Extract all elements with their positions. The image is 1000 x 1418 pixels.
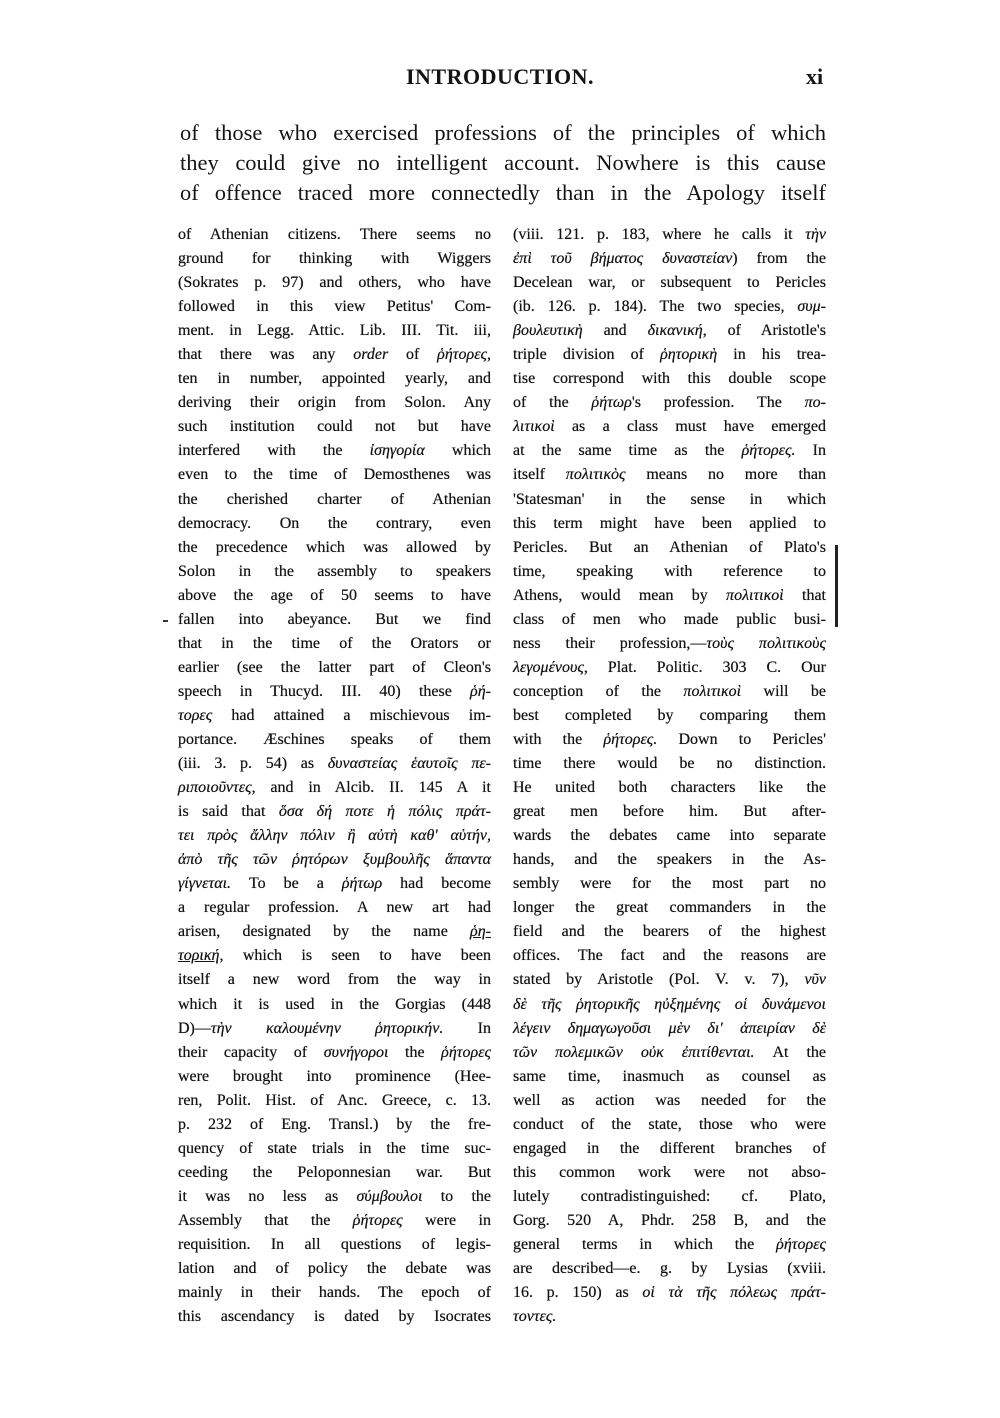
text-line (513, 920, 826, 944)
greek-italic-segment: τοντες. (513, 1308, 557, 1326)
text-line (513, 1185, 826, 1209)
text-segment: is said that (178, 803, 279, 821)
greek-italic-segment: γίγνεται. (178, 875, 232, 893)
margin-mark (163, 620, 168, 622)
greek-italic-segment: ῥήτορες (437, 346, 487, 364)
text-line (513, 1305, 826, 1329)
text-line (513, 1161, 826, 1185)
text-line (178, 1137, 491, 1161)
text-line (513, 439, 826, 463)
text-segment: above the age of 50 seems to have (178, 586, 491, 604)
text-segment: Athens, would mean by (513, 586, 727, 604)
text-segment: itself a new word from the way in (178, 971, 491, 989)
greek-italic-segment: ῥητορικὴ (660, 346, 718, 364)
text-segment: interfered with the (178, 442, 370, 460)
text-line (513, 1281, 826, 1305)
text-segment: time, speaking with reference to (513, 562, 826, 580)
text-segment: , Plat. Politic. 303 C. Our (583, 658, 826, 676)
text-segment: means no more than (625, 466, 827, 484)
text-segment: conception of the (513, 682, 684, 700)
text-line (513, 752, 826, 776)
text-segment: ment. in Legg. Attic. Lib. III. Tit. iii, (178, 322, 491, 340)
text-segment: In (443, 1019, 492, 1037)
text-line (178, 656, 491, 680)
greek-italic-segment: δυναστείας ἑαυτοῖς πε- (327, 755, 491, 773)
text-segment: this term might have been applied to (513, 514, 826, 532)
text-line: of offence traced more connectedly than in the Apology itself (180, 180, 826, 205)
text-line (513, 1137, 826, 1161)
text-segment: (ib. 126. p. 184). The two species, (513, 298, 798, 316)
greek-italic-segment: δικανική (647, 322, 703, 340)
text-segment: time there would be no distinction. (513, 755, 826, 773)
text-line (513, 367, 826, 391)
text-line (178, 824, 491, 848)
text-line (513, 1041, 826, 1065)
text-segment: Down to Pericles' (657, 730, 826, 748)
text-line (178, 463, 491, 487)
text-segment: earlier (see the latter part of Cleon's (178, 658, 491, 676)
text-line (178, 391, 491, 415)
text-line (178, 295, 491, 319)
text-segment: general terms in which the (513, 1235, 777, 1253)
text-segment: lation and of policy the debate was (178, 1260, 491, 1278)
text-segment: 's profession. The (631, 394, 805, 412)
text-segment: requisition. In all questions of legis- (178, 1235, 491, 1253)
text-line (178, 1209, 491, 1233)
text-line (178, 223, 491, 247)
greek-italic-segment: τὴν καλουμένην ῥητορικήν. (210, 1019, 444, 1037)
text-segment: ground for thinking with Wiggers (178, 250, 491, 268)
text-line (513, 247, 826, 271)
text-line (178, 776, 491, 800)
text-line (513, 848, 826, 872)
text-segment: tise correspond with this double scope (513, 370, 826, 388)
footnote-column-right (513, 223, 826, 1329)
text-segment: this common work were not abso- (513, 1163, 826, 1181)
text-segment: followed in this view Petitus' Com- (178, 298, 491, 316)
text-segment: arisen, designated by the name (178, 923, 471, 941)
text-line (178, 1065, 491, 1089)
text-line (513, 776, 826, 800)
greek-italic-segment: ριποιοῦντες (178, 779, 252, 797)
text-segment: wards the debates came into separate (513, 827, 826, 845)
text-line (178, 271, 491, 295)
text-line (513, 1113, 826, 1137)
text-segment: D)— (178, 1019, 211, 1037)
text-segment: triple division of (513, 346, 661, 364)
text-segment: engaged in the different branches of (513, 1139, 826, 1157)
greek-italic-segment: ἀπὸ τῆς τῶν ῥητόρων ξυμβουλῆς ἅπαντα (178, 851, 491, 869)
text-line (513, 1017, 826, 1041)
text-line (178, 536, 491, 560)
text-line (178, 343, 491, 367)
text-line (513, 271, 826, 295)
greek-italic-segment: order (353, 346, 389, 364)
text-line (178, 1017, 491, 1041)
text-line (513, 560, 826, 584)
running-header (0, 64, 1000, 96)
greek-italic-segment: λιτικοὶ (513, 418, 555, 436)
text-line (178, 584, 491, 608)
text-line (513, 1209, 826, 1233)
text-segment: quency of state trials in the time suc- (178, 1139, 491, 1157)
text-line (178, 367, 491, 391)
text-line (178, 1113, 491, 1137)
text-line (513, 536, 826, 560)
greek-italic-segment: συνήγοροι (323, 1043, 389, 1061)
text-line (178, 1305, 491, 1329)
text-segment: ren, Polit. Hist. of Anc. Greece, c. 13. (178, 1091, 491, 1109)
text-segment: lutely contradistinguished: cf. Plato, (513, 1187, 826, 1205)
greek-italic-segment: τει πρὸς ἄλλην πόλιν ἢ αὐτὴ καθ' αὑτήν, (178, 827, 491, 845)
text-line (513, 896, 826, 920)
greek-italic-segment: ῥήτορες (441, 1043, 491, 1061)
greek-italic-segment: τὴν (805, 226, 826, 243)
text-line: of those who exercised professions of the principles of which (180, 120, 826, 145)
greek-italic-segment: πολιτικοὶ (726, 586, 784, 604)
text-line (513, 656, 826, 680)
text-segment: sembly were for the most part no (513, 875, 826, 893)
text-line (513, 512, 826, 536)
text-line (513, 704, 826, 728)
greek-italic-segment: ῥήτορες. (741, 442, 796, 460)
text-line (178, 920, 491, 944)
greek-italic-segment: οἱ τὰ τῆς πόλεως πράτ- (642, 1284, 826, 1302)
text-line (178, 488, 491, 512)
text-segment: had become (382, 875, 491, 893)
greek-italic-segment: συμ- (797, 298, 826, 316)
text-segment: , of Aristotle's (702, 322, 826, 340)
greek-italic-segment: ῥήτορες (352, 1211, 403, 1229)
text-line (178, 800, 491, 824)
greek-italic-segment: πολιτικοὶ (683, 682, 742, 700)
text-segment: fallen into abeyance. But we find (178, 610, 491, 628)
greek-italic-segment: ῥή- (470, 682, 491, 700)
text-line (178, 319, 491, 343)
text-line (513, 1065, 826, 1089)
text-line (178, 680, 491, 704)
greek-italic-segment: πολιτικὸς (565, 466, 626, 484)
text-segment: a regular profession. A new art had (178, 899, 491, 917)
text-segment: portance. Æschines speaks of them (178, 730, 491, 748)
underlined-segment: ῥη- (470, 923, 491, 941)
text-segment: Assembly that the (178, 1211, 353, 1229)
text-line (178, 1089, 491, 1113)
greek-italic-segment: ἰσηγορία (369, 442, 425, 460)
text-line (513, 728, 826, 752)
text-segment: that (783, 586, 826, 604)
greek-italic-segment: ῥήτορες. (603, 730, 658, 748)
underlined-segment: τορική (178, 947, 220, 965)
text-line (178, 968, 491, 992)
text-line (178, 439, 491, 463)
text-line (178, 1185, 491, 1209)
greek-italic-segment: βουλευτικὴ (513, 322, 583, 340)
text-line (178, 1161, 491, 1185)
text-segment: stated by Aristotle (Pol. V. v. 7), (513, 971, 805, 989)
text-segment: Solon in the assembly to speakers (178, 562, 491, 580)
text-segment: At the (754, 1043, 826, 1061)
text-segment: that in the time of the Orators or (178, 634, 491, 652)
text-segment: same time, inasmuch as counsel as (513, 1067, 826, 1085)
text-line (513, 463, 826, 487)
text-segment: such institution could not but have (178, 418, 491, 436)
text-segment: (viii. 121. p. 183, where he calls it (513, 226, 806, 243)
text-segment: class of men who made public busi- (513, 610, 826, 628)
text-line (513, 800, 826, 824)
text-line (178, 415, 491, 439)
text-segment: In (795, 442, 827, 460)
greek-italic-segment: τῶν πολεμικῶν οὐκ ἐπιτίθενται. (513, 1043, 755, 1061)
text-line (178, 752, 491, 776)
text-line (513, 680, 826, 704)
text-segment: best completed by comparing them (513, 706, 826, 724)
text-segment: , which is seen to have been (219, 947, 491, 965)
margin-bar-mark (835, 545, 838, 627)
text-segment: field and the bearers of the highest (513, 923, 826, 941)
text-segment: the (388, 1043, 442, 1061)
text-line (178, 872, 491, 896)
text-segment: great men before him. But after- (513, 803, 826, 821)
text-segment: 'Statesman' in the sense in which (513, 490, 826, 508)
greek-italic-segment: ῥήτωρ (341, 875, 383, 893)
greek-italic-segment: δὲ τῆς ῥητορικῆς ηὐξημένης οἱ δυνάμενοι (513, 995, 826, 1013)
text-line (513, 968, 826, 992)
text-line (178, 247, 491, 271)
text-segment: Decelean war, or subsequent to Pericles (513, 274, 826, 292)
greek-italic-segment: τορες (178, 706, 213, 724)
text-segment: ten in number, appointed yearly, and (178, 370, 491, 388)
text-line (513, 295, 826, 319)
text-line: they could give no intelligent account. Nowhere is this cause (180, 150, 826, 175)
text-line (513, 824, 826, 848)
text-segment: of (388, 346, 438, 364)
running-title: INTRODUCTION. (405, 64, 595, 89)
text-line (513, 223, 826, 247)
text-line (513, 608, 826, 632)
text-segment: speech in Thucyd. III. 40) these (178, 682, 471, 700)
text-segment: To be a (231, 875, 342, 893)
text-segment: conduct of the state, those who were (513, 1115, 826, 1133)
text-segment: it was no less as (178, 1187, 357, 1205)
greek-italic-segment: ὅσα δή ποτε ἡ πόλις πράτ- (278, 803, 491, 821)
text-segment: (Sokrates p. 97) and others, who have (178, 274, 491, 292)
text-line (178, 1233, 491, 1257)
text-line (178, 704, 491, 728)
text-segment: at the same time as the (513, 442, 742, 460)
text-line (513, 1089, 826, 1113)
text-segment: deriving their origin from Solon. Any (178, 394, 491, 412)
text-line (513, 1257, 826, 1281)
text-segment: mainly in their hands. The epoch of (178, 1284, 491, 1302)
text-segment: will be (741, 682, 826, 700)
text-segment: ) from the (732, 250, 826, 268)
text-segment: had attained a mischievous im- (212, 706, 491, 724)
text-line (178, 728, 491, 752)
text-segment: longer the great commanders in the (513, 899, 826, 917)
text-segment: democracy. On the contrary, even (178, 514, 491, 532)
text-line (513, 1233, 826, 1257)
text-line (513, 584, 826, 608)
text-segment: were brought into prominence (Hee- (178, 1067, 491, 1085)
text-segment: this ascendancy is dated by Isocrates (178, 1308, 491, 1326)
text-segment: ceeding the Peloponnesian war. But (178, 1163, 491, 1181)
text-segment: to the (422, 1187, 491, 1205)
text-line (513, 632, 826, 656)
text-line (178, 944, 491, 968)
text-segment: the cherished charter of Athenian (178, 490, 491, 508)
text-line (178, 1041, 491, 1065)
greek-italic-segment: πο- (804, 394, 826, 412)
text-segment: , (487, 346, 491, 364)
text-segment: as a class must have emerged (554, 418, 826, 436)
text-line (178, 560, 491, 584)
text-line (178, 608, 491, 632)
text-segment: offices. The fact and the reasons are (513, 947, 826, 965)
text-segment: (iii. 3. p. 54) as (178, 755, 328, 773)
greek-italic-segment: ῥήτωρ (591, 394, 632, 412)
greek-italic-segment: ἐπὶ τοῦ βήματος δυναστείαν (513, 250, 733, 268)
text-segment: 16. p. 150) as (513, 1284, 643, 1302)
text-line (513, 319, 826, 343)
text-line (513, 391, 826, 415)
text-segment: itself (513, 466, 566, 484)
text-segment: that there was any (178, 346, 354, 364)
text-line (178, 896, 491, 920)
text-segment: of the (513, 394, 592, 412)
text-segment: hands, and the speakers in the As- (513, 851, 826, 869)
text-segment: ness their profession,— (513, 634, 707, 652)
text-segment: in his trea- (717, 346, 827, 364)
body-text-full-width (180, 118, 826, 208)
text-line (513, 993, 826, 1017)
greek-italic-segment: λέγειν δημαγωγοῦσι μὲν δι' ἀπειρίαν δὲ (513, 1019, 826, 1037)
page-number: xi (806, 64, 824, 89)
text-line (513, 872, 826, 896)
text-line (178, 993, 491, 1017)
text-segment: and (582, 322, 648, 340)
text-segment: were in (402, 1211, 491, 1229)
text-segment: He united both characters like the (513, 779, 826, 797)
text-segment: Gorg. 520 A, Phdr. 258 B, and the (513, 1211, 826, 1229)
greek-italic-segment: τοὺς πολιτικοὺς (706, 634, 827, 652)
footnote-column-left (178, 223, 491, 1329)
text-segment: well as action was needed for the (513, 1091, 826, 1109)
text-line (513, 488, 826, 512)
greek-italic-segment: σύμβουλοι (356, 1187, 423, 1205)
text-segment: the precedence which was allowed by (178, 538, 491, 556)
text-line (178, 512, 491, 536)
text-segment: which (424, 442, 492, 460)
text-segment: their capacity of (178, 1043, 324, 1061)
text-segment: are described—e. g. by Lysias (xviii. (513, 1260, 826, 1278)
text-line (178, 1257, 491, 1281)
text-segment: p. 232 of Eng. Transl.) by the fre- (178, 1115, 491, 1133)
text-line (178, 632, 491, 656)
greek-italic-segment: νῦν (804, 971, 826, 989)
text-line (178, 848, 491, 872)
text-segment: of Athenian citizens. There seems no (178, 226, 491, 243)
greek-italic-segment: λεγομένους (513, 658, 584, 676)
text-line (513, 415, 826, 439)
text-segment: even to the time of Demosthenes was (178, 466, 491, 484)
text-line (513, 944, 826, 968)
text-segment: which it is used in the Gorgias (448 (178, 995, 491, 1013)
text-segment: , and in Alcib. II. 145 A it (251, 779, 491, 797)
text-segment: Pericles. But an Athenian of Plato's (513, 538, 826, 556)
text-segment: with the (513, 730, 604, 748)
text-line (178, 1281, 491, 1305)
text-line (513, 343, 826, 367)
greek-italic-segment: ῥήτορες (776, 1235, 826, 1253)
